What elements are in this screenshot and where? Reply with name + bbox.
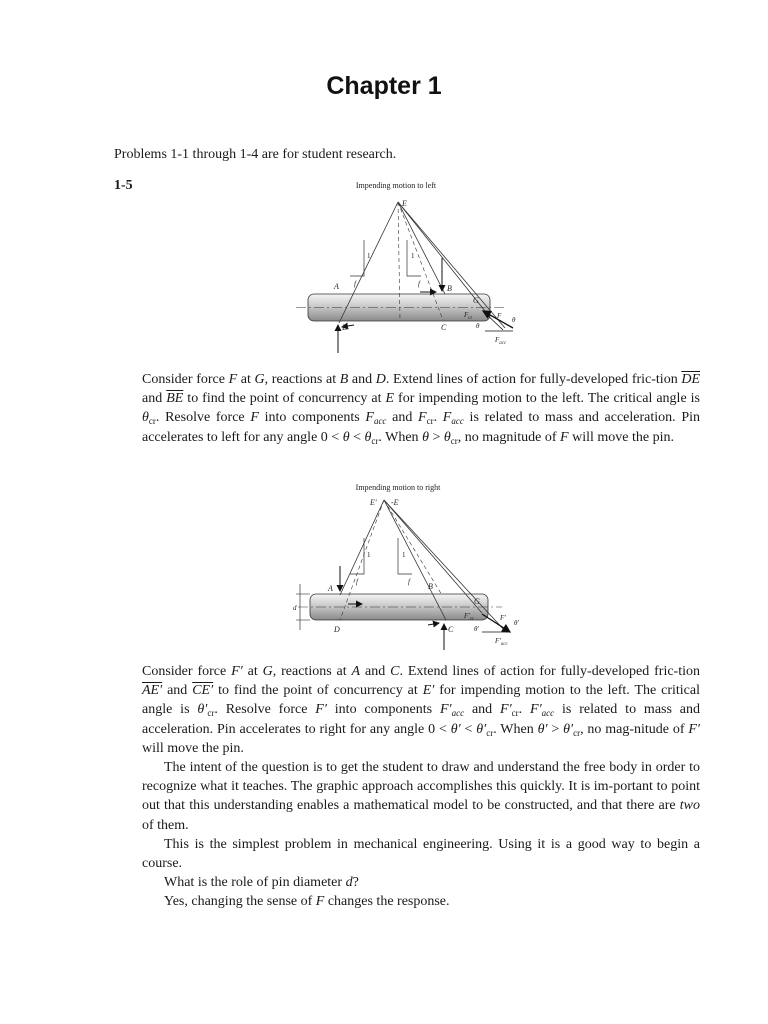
fig1-label-facc: $F_{acc}$ <box>495 336 507 346</box>
fig1-label-theta: θ <box>512 316 516 324</box>
paragraph-answer: Yes, changing the sense of F changes the response. <box>164 894 450 910</box>
fig2-label-fcr: $F'_{cr}$ <box>464 612 474 622</box>
fig1-caption: Impending motion to left <box>355 181 437 190</box>
fig2-label-f-right: f <box>408 578 410 586</box>
figure-impending-left <box>290 178 540 353</box>
fig2-label-one-left: 1 <box>367 551 371 559</box>
paragraph-simplest-problem: This is the simplest problem in mechanical engineering. Using it is a good way to begin a course. <box>142 836 700 872</box>
fig1-label-c: C <box>441 323 447 332</box>
fig1-label-fcr: $F_{cr}$ <box>464 311 473 321</box>
fig1-label-one-right: 1 <box>411 252 415 260</box>
fig1-label-force: F <box>497 312 502 320</box>
fig2-label-e: -E <box>391 498 399 507</box>
fig1-label-b: B <box>447 284 452 293</box>
intro-text: Problems 1-1 through 1-4 are for student research. <box>114 147 397 162</box>
fig1-label-d: D <box>342 323 348 332</box>
fig2-label-one-right: 1 <box>402 551 406 559</box>
fig2-label-d: D <box>334 625 340 634</box>
paragraph-intent: The intent of the question is to get the student to draw and understand the free body in order to recognize what it teaches. The graphic approach accomplishes this quickly. It is im-portant to point out that this understanding enables a mathematical model to be constructed, and that there are two of them. <box>142 760 700 833</box>
fig1-label-g: G <box>473 296 479 305</box>
fig2-label-b: B <box>428 582 433 591</box>
fig1-label-e: E <box>402 199 407 208</box>
fig1-label-theta-cr: θ <box>476 322 480 330</box>
paragraph-question: What is the role of pin diameter d? <box>164 875 359 891</box>
fig1-label-one-left: 1 <box>367 252 371 260</box>
fig1-label-f-right: f <box>418 280 420 288</box>
figure-impending-right <box>288 480 538 655</box>
fig2-label-theta-cr: θ′ <box>474 625 479 633</box>
problem-number: 1-5 <box>114 178 133 193</box>
fig2-label-d-dim: d <box>293 604 297 612</box>
fig1-label-a: A <box>334 282 339 291</box>
chapter-title: Chapter 1 <box>326 72 442 100</box>
fig2-label-a: A <box>328 584 333 593</box>
fig2-label-c: C <box>448 625 454 634</box>
fig1-label-f-left: f <box>354 280 356 288</box>
fig2-label-facc: $F'_{acc}$ <box>495 637 508 647</box>
paragraph-right-motion: Consider force F′ at G, reactions at A and C. Extend lines of action for fully-developed fric-tion AE′ and CE′ to find the point of concurrency at E′ for impending motion to the left. The critical angle is $\theta'_{cr}$. Resolve force F′ into components $F'_{acc}$ and $F'_{cr}$. $F'_{acc}$ is related to mass and acceleration. Pin accelerates to right for any angle $0 < \theta' < \theta'_{cr}$. When $\theta' > \theta'_{cr}$, no mag-nitude of F′ will move the pin. The intent of the question is to get the student to draw and understand the free body in order to recognize what it teaches. The graphic approach accomplishes this quickly. It is im-portant to point out that this understanding enables a mathematical model to be constructed, and that there are two of them. This is the simplest problem in mechanical engineering. Using it is a good way to begin a course. What is the role of pin diameter d? Yes, changing the sense of F changes the response. <box>142 662 700 912</box>
fig2-label-f-left: f <box>356 578 358 586</box>
fig2-label-force: F′ <box>500 614 506 622</box>
fig2-label-e-prime: E′ <box>370 498 377 507</box>
fig2-caption: Impending motion to right <box>355 483 441 492</box>
fig2-label-g: G <box>474 597 480 606</box>
paragraph-left-motion: Consider force F at G, reactions at B and D. Extend lines of action for fully-developed fric-tion $\overline{DE}$ and $\overline{BE}$ to find the point of concurrency at E for impending motion to the left. The critical angle is $\theta_{cr}$. Resolve force F into components $F_{acc}$ and $F_{cr}$. $F_{acc}$ is related to mass and acceleration. Pin accelerates to left for any angle $0 < \theta < \theta_{cr}$. When $\theta > \theta_{cr}$, no magnitude of F will move the pin. <box>142 372 701 446</box>
fig2-label-theta: θ′ <box>514 619 519 627</box>
